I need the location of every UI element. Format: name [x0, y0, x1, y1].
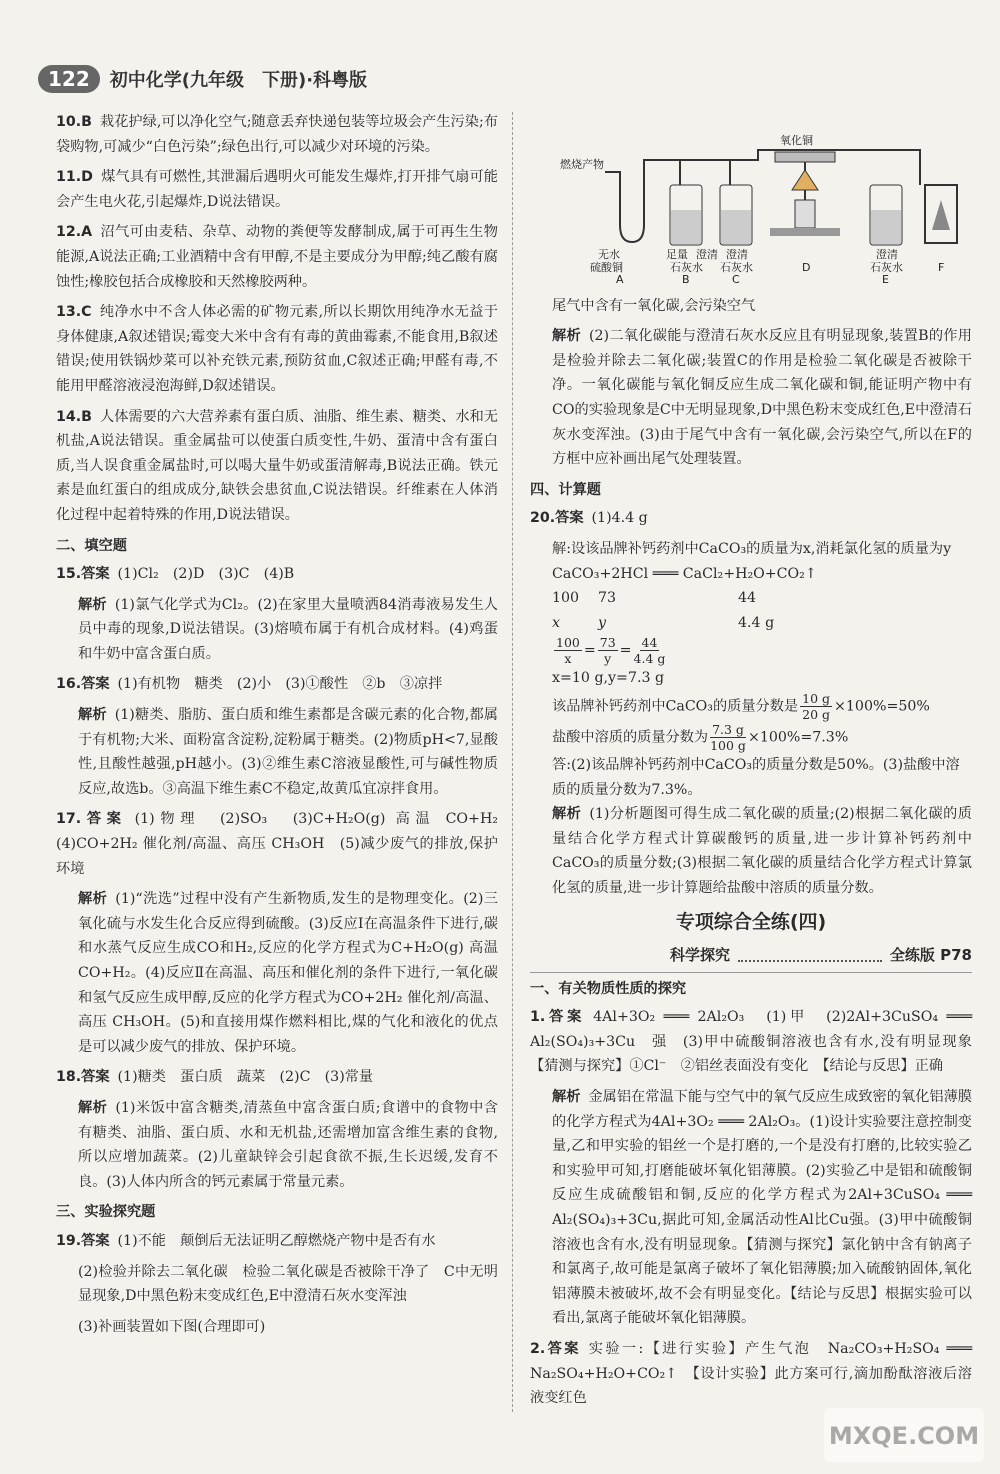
analysis: [530, 802, 972, 900]
item-text: (1)4.4 g: [591, 510, 648, 527]
calc-fraction-2: 盐酸中溶质的质量分数为 $\frac{7.3 g}{100 g}$ ×100%=7.3%: [552, 721, 849, 753]
label-B-line2: 石灰水: [670, 261, 703, 274]
analysis: [56, 1096, 498, 1194]
item-text: 金属铝在常温下能与空气中的氧气反应生成致密的氧化铝薄膜的化学方程式为4Al+3O₂ ═══ 2Al₂O₃。(1)设计实验要注意控制变量,乙和甲实验的铝丝一个是打磨的,一个是没有打磨的,比较实验乙和实验甲可知,打磨能破坏氧化铝薄膜。(2)实验乙中是铝和硫酸铜反应生成硫酸铝和铜,反应的化学方程式为2Al+3CuSO₄ ═══ Al₂(SO₄)₃+3Cu,据此可知,金属活动性Al比Cu强。(3)甲中硫酸铜溶液也含有水,没有明显现象。【猜测与探究】氯化钠中含有钠离子和氯离子,故可能是氯离子破坏了氧化铝薄膜;加入硫酸钠固体,氧化铝薄膜未被破坏,故不会有明显变化。【结论与反思】根据实验可以看出,氯离子能破坏氧化铝薄膜。: [552, 1089, 972, 1327]
label-C-line2: 石灰水: [720, 261, 753, 274]
question-answer: [530, 1337, 972, 1411]
question-answer: [56, 300, 498, 398]
calc-proportion: $\frac{100}{x}$ = $\frac{73}{y}$ = $\frac{44}{4.4 g}$: [556, 635, 666, 667]
question-answer: [56, 672, 498, 697]
left-column: [56, 110, 513, 1345]
question-answer: [530, 506, 972, 531]
label-A-line1: 无水: [598, 248, 620, 261]
item-text: (1)Cl₂ (2)D (3)C (4)B: [117, 566, 295, 583]
section-heading: 一、有关物质性质的探究: [530, 980, 687, 997]
question-number: 20.答案: [530, 510, 584, 527]
label-E-line1: 澄清: [876, 248, 898, 261]
svg-text:MXQE.COM: MXQE.COM: [828, 1422, 980, 1450]
section-heading: 三、实验探究题: [56, 1204, 156, 1221]
topic-title: 专项综合全练(四): [675, 911, 827, 934]
analysis-label: 解析: [78, 707, 107, 724]
question-answer: [56, 405, 498, 528]
question-number: 17.答案: [56, 811, 127, 828]
analysis-label: 解析: [552, 1089, 581, 1106]
item-text: (2)二氧化碳能与澄清石灰水反应且有明显现象,装置B的作用是检验并除去二氧化碳;装置C的作用是检验二氧化碳是否被除干净。一氧化碳能与氧化铜反应生成二氧化碳和铜,能证明产物中有CO的实验现象是C中无明显现象,D中黑色粉末变成红色,E中澄清石灰水变浑浊。(3)由于尾气中含有一氧化碳,会污染空气,所以在F的方框中应补画出尾气处理装置。: [552, 328, 972, 468]
item-text: (1)氯气化学式为Cl₂。(2)在家里大量喷洒84消毒液易发生人员中毒的现象,D说法错误。(3)熔喷布属于有机合成材料。(4)鸡蛋和牛奶中富含蛋白质。: [78, 596, 498, 662]
calc-equation: CaCO₃+2HCl ═══ CaCl₂+H₂O+CO₂↑: [552, 565, 817, 582]
item-text: (1)糖类、脂肪、蛋白质和维生素都是含碳元素的化合物,都属于有机物;大米、面粉富含淀粉,淀粉属于糖类。(2)物质pH<7,显酸性,且酸性越强,pH越小。(3)②维生素C溶液显酸性,可与碱性物质反应,故选b。③高温下维生素C不稳定,故黄瓜宜凉拌食用。: [78, 707, 498, 797]
question-answer: [56, 220, 498, 294]
section-heading: 四、计算题: [530, 481, 601, 498]
calc-answer: 答:(2)该品牌补钙药剂中CaCO₃的质量分数是50%。(3)盐酸中溶质的质量分数为7.3%。: [552, 756, 960, 798]
analysis-label: 解析: [78, 1099, 108, 1116]
column-divider: [512, 112, 513, 1412]
question-number: 15.答案: [56, 566, 110, 583]
calc-setup: 解:设该品牌补钙药剂中CaCO₃的质量为x,消耗氯化氢的质量为y: [552, 540, 952, 557]
label-D: D: [802, 261, 811, 274]
label-F: F: [938, 261, 945, 274]
question-answer: [56, 807, 513, 881]
item-text: 人体需要的六大营养素有蛋白质、油脂、维生素、糖类、水和无机盐,A说法错误。重金属盐可以使蛋白质变性,牛奶、蛋清中含有蛋白质,当人误食重金属盐时,可以喝大量牛奶或蛋清解毒,B说法正确。铁元素是血红蛋白的组成成分,缺铁会患贫血,C说法错误。纤维素在人体消化过程中起着特殊的作用,D说法错误。: [56, 408, 498, 523]
item-text: (1)有机物 糖类 (2)小 (3)①酸性 ②b ③凉拌: [117, 676, 443, 693]
question-number: 11.D: [56, 169, 93, 186]
calculation-block: [530, 537, 972, 802]
watermark-logo: [824, 1408, 984, 1462]
question-number: 13.C: [56, 304, 92, 321]
label-C-line1: 澄清: [726, 248, 748, 261]
label-E: E: [882, 273, 889, 285]
calc-row-1: 100 73 44: [552, 590, 757, 607]
analysis: [530, 324, 972, 472]
question-number: 10.B: [56, 114, 92, 130]
label-A: A: [616, 273, 624, 285]
label-B-line1: 足量: [666, 248, 688, 261]
figure-label-copper-oxide: 氧化铜: [780, 134, 813, 147]
item-text: (1)“洗选”过程中没有产生新物质,发生的是物理变化。(2)三氧化硫与水发生化合反应得到硫酸。(3)反应Ⅰ在高温条件下进行,碳和水蒸气反应生成CO和H₂,反应的化学方程式为C+H₂O(g) 高温 CO+H₂。(4)反应Ⅱ在高温、高压和催化剂的条件下进行,一氧化碳和氢气反应生成甲醇,反应的化学方程式为CO+2H₂ 催化剂/高温、高压 CH₃OH。(5)和直接用煤作燃料相比,煤的气化和液化的优点是可以减少废气的排放、保护环境。: [78, 891, 498, 1055]
question-number: 19.答案: [56, 1232, 110, 1249]
apparatus-figure: [530, 130, 972, 285]
item-text: (1)不能 颠倒后无法证明乙醇燃烧产物中是否有水: [117, 1232, 436, 1249]
item-text: (1)分析题图可得生成二氧化碳的质量;(2)根据二氧化碳的质量结合化学方程式计算碳酸钙的质量,进一步计算补钙药剂中CaCO₃的质量分数;(3)根据二氧化碳的质量结合化学方程式计算氯化氢的质量,进一步计算题给盐酸中溶质的质量分数。: [552, 806, 972, 896]
analysis: [56, 593, 498, 667]
item-text: 纯净水中不含人体必需的矿物元素,所以长期饮用纯净水无益于身体健康,A叙述错误;霉变大米中含有有毒的黄曲霉素,不能食用,B叙述错误;使用铁锅炒菜可以补充铁元素,预防贫血,C叙述正确;甲醛有毒,不能用甲醛溶液浸泡海鲜,D叙述错误。: [56, 304, 498, 394]
question-number: 18.答案: [56, 1069, 110, 1086]
item-text: 实验一:【进行实验】产生气泡 Na₂CO₃+H₂SO₄ ═══ Na₂SO₄+H₂O+CO₂↑ 【设计实验】此方案可行,滴加酚酞溶液后溶液变红色: [530, 1340, 972, 1407]
question-answer: [56, 1229, 498, 1254]
calc-result: x=10 g,y=7.3 g: [552, 670, 665, 687]
page-number: 122: [38, 65, 100, 93]
label-B-line1b: 澄清: [696, 248, 718, 261]
book-title: 初中化学(九年级 下册)·科粤版: [109, 70, 368, 91]
label-E-line2: 石灰水: [870, 261, 903, 274]
analysis-label: 解析: [552, 328, 581, 345]
question-answer: [56, 165, 498, 214]
answer-line: (2)检验并除去二氧化碳 检验二氧化碳是否被除干净了 C中无明显现象,D中黑色粉末变成红色,E中澄清石灰水变浑浊: [78, 1263, 498, 1305]
question-number: 2.答案: [530, 1340, 581, 1357]
answer-line: (3)补画装置如下图(合理即可): [78, 1318, 266, 1335]
question-number: 14.B: [56, 408, 92, 425]
analysis: [530, 1085, 972, 1331]
label-C: C: [732, 273, 740, 285]
question-answer: [56, 562, 498, 587]
question-number: 16.答案: [56, 676, 110, 693]
answer-line: 尾气中含有一氧化碳,会污染空气: [552, 297, 756, 314]
calc-fraction-1: 该品牌补钙药剂中CaCO₃的质量分数是 $\frac{10 g}{20 g}$ ×100%=50%: [552, 690, 930, 722]
item-text: 煤气具有可燃性,其泄漏后遇明火可能发生爆炸,打开排气扇可能会产生电火花,引起爆炸,D说法错误。: [56, 169, 498, 210]
question-answer: [56, 1065, 498, 1090]
item-text: (1)物理 (2)SO₃ (3)C+H₂O(g) 高温 CO+H₂ (4)CO+2H₂ 催化剂/高温、高压 CH₃OH (5)减少废气的排放,保护环境: [56, 811, 513, 877]
figure-label-combustion-products: 燃烧产物: [560, 158, 604, 171]
question-number: 12.A: [56, 224, 93, 241]
analysis: [56, 887, 498, 1059]
item-text: (1)米饭中富含糖类,清蒸鱼中富含蛋白质;食谱中的食物中含有糖类、油脂、蛋白质、水和无机盐,还需增加富含维生素的食物,所以应增加蔬菜。(2)儿童缺锌会引起食欲不振,生长迟缓,发育不良。(3)人体内所含的钙元素属于常量元素。: [78, 1099, 498, 1190]
analysis: [56, 703, 498, 801]
item-text: 栽花护绿,可以净化空气;随意丢弃快递包装等垃圾会产生污染;布袋购物,可减少“白色污染”;绿色出行,可以减少对环境的污染。: [56, 114, 498, 155]
question-number: 1.答案: [530, 1009, 586, 1026]
analysis-label: 解析: [552, 806, 582, 823]
analysis-label: 解析: [78, 596, 107, 613]
label-B: B: [682, 273, 690, 285]
analysis-label: 解析: [78, 891, 108, 908]
page-header: [38, 62, 367, 96]
item-text: 沼气可由麦秸、杂草、动物的粪便等发酵制成,属于可再生生物能源,A说法正确;工业酒精中含有甲醇,不是主要成分为甲醇;纯乙酸有腐蚀性;橡胶包括合成橡胶和天然橡胶两种。: [56, 224, 498, 290]
topic-subheading: 科学探究 全练版 P78: [530, 941, 972, 973]
section-heading: 二、填空题: [56, 537, 127, 554]
label-A-line2: 硫酸铜: [590, 261, 623, 274]
item-text: 4Al+3O₂ ═══ 2Al₂O₃ (1)甲 (2)2Al+3CuSO₄ ═══ Al₂(SO₄)₃+3Cu 强 (3)甲中硫酸铜溶液也含有水,没有明显现象 【猜测与探究】①Cl⁻ ②铝丝表面没有变化 【结论与反思】正确: [530, 1009, 987, 1075]
calc-row-2: x y 4.4 g: [552, 614, 775, 631]
question-answer: [56, 110, 498, 159]
item-text: (1)糖类 蛋白质 蔬菜 (2)C (3)常量: [117, 1069, 374, 1086]
right-column: [530, 130, 987, 1417]
question-answer: [530, 1005, 987, 1079]
